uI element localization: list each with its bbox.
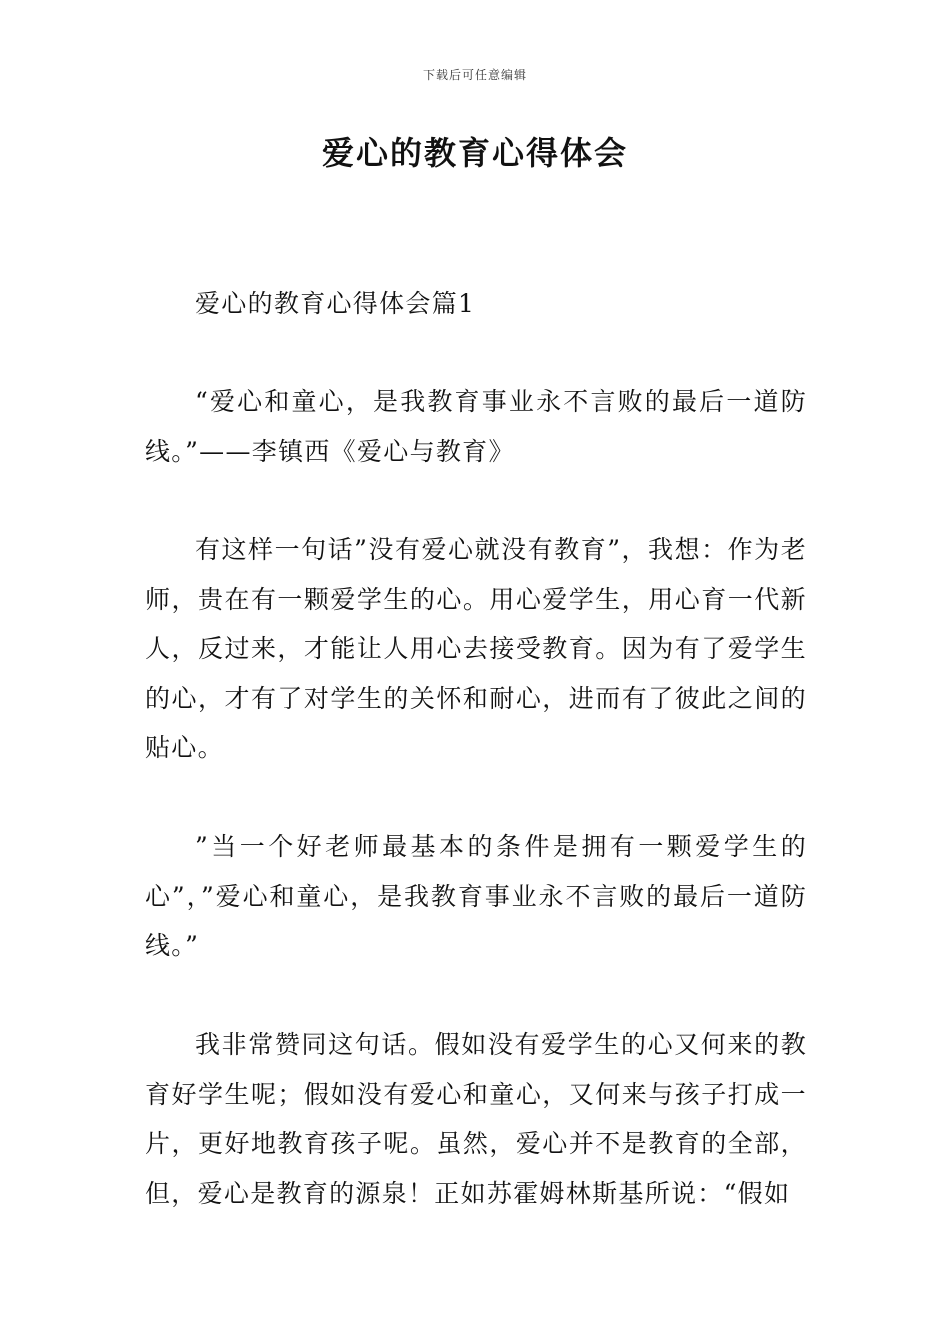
paragraph-quote: “爱心和童心，是我教育事业永不言败的最后一道防线。”——李镇西《爱心与教育》	[145, 387, 807, 466]
header-note: 下载后可任意编辑	[422, 68, 527, 82]
paragraph: 我非常赞同这句话。假如没有爱学生的心又何来的教育好学生呢；假如没有爱心和童心，又何来与孩子打成一片，更好地教育孩子呢。虽然，爱心并不是教育的全部，但，爱心是教育的源泉！正如苏霍姆林斯基所说：“假如	[145, 1030, 807, 1208]
document-title: 爱心的教育心得体会	[321, 134, 628, 172]
paragraph: 有这样一句话”没有爱心就没有教育”，我想：作为老师，贵在有一颗爱学生的心。用心爱学生，用心育一代新人，反过来，才能让人用心去接受教育。因为有了爱学生的心，才有了对学生的关怀和耐心，进而有了彼此之间的贴心。	[145, 535, 807, 762]
paragraph: ”当一个好老师最基本的条件是拥有一颗爱学生的心”，”爱心和童心，是我教育事业永不言败的最后一道防线。”	[145, 832, 807, 960]
section-heading: 爱心的教育心得体会篇1	[195, 289, 476, 318]
